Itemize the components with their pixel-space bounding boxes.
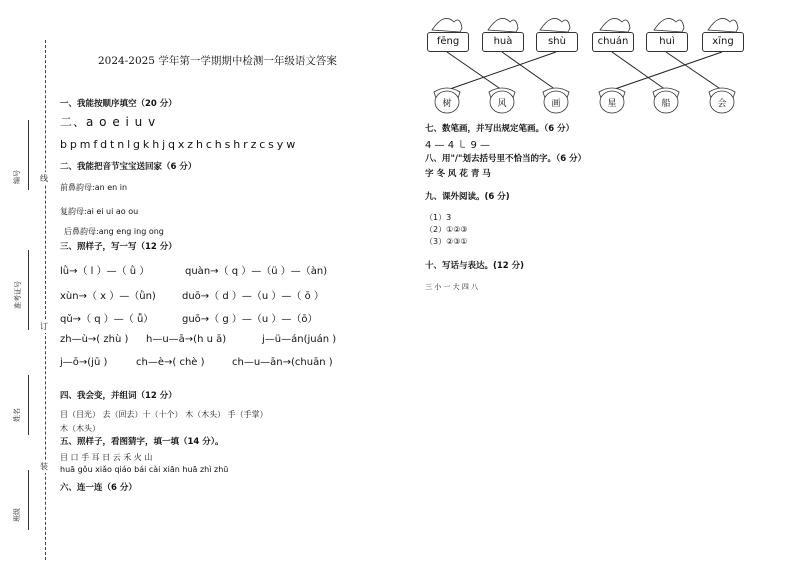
binding-char: 线 xyxy=(40,174,48,183)
consonant-line: b p m f d t n l g k h j q x z h c h s h r z c s y w xyxy=(60,138,295,151)
back-nasal-finals: 后鼻韵母:ang eng ing ong xyxy=(64,227,164,236)
bird-icon xyxy=(540,18,570,32)
reading-answer: （3）②③① xyxy=(425,237,468,246)
reading-answer: （1）3 xyxy=(425,213,452,222)
acorn-char: 船 xyxy=(661,99,671,109)
binding-char: 装 xyxy=(40,462,48,471)
writing-answer: 三 小 一 大 四 八 xyxy=(425,283,479,291)
section-5-heading: 五、照样子，看图猜字，填一填（14 分）。 xyxy=(60,437,224,447)
side-label-exam-id: 准考证号 xyxy=(14,281,22,309)
acorn-char: 会 xyxy=(717,99,727,109)
front-nasal-finals: 前鼻韵母:an en in xyxy=(60,183,128,192)
match-line xyxy=(612,52,722,90)
compound-finals: 复韵母:ai ei ui ao ou xyxy=(60,207,139,216)
pinyin-box: huà xyxy=(482,32,524,52)
stroke-answer: 4 — 4 ㇄ 9 — xyxy=(425,140,490,151)
syllable-answer: ch—è→( chè ) xyxy=(136,357,205,368)
section-9-heading: 九、课外阅读。(6 分) xyxy=(425,192,510,202)
section-3-heading: 三、照样子，写一写（12 分） xyxy=(60,242,177,252)
page-title: 2024-2025 学年第一学期期中检测一年级语文答案 xyxy=(98,55,337,67)
section-2-heading: 二、我能把音节宝宝送回家（6 分） xyxy=(60,162,197,172)
section-4-heading: 四、我会变，并组词（12 分） xyxy=(60,391,177,401)
section-10-heading: 十、写话与表达。(12 分) xyxy=(425,261,525,271)
section-1-heading: 一、我能按顺序填空（20 分） xyxy=(60,99,177,109)
syllable-answer: guō→（ g ）—（u ）—（ō） xyxy=(182,314,318,325)
syllable-answer: xùn→（ x ）—（ǜn) xyxy=(60,291,156,302)
syllable-answer: duō→（ d ）—（u ）—（ ō ） xyxy=(182,291,324,302)
syllable-answer: ch—u—ān→(chuān ) xyxy=(232,357,333,368)
acorn-char: 树 xyxy=(442,99,452,109)
pinyin-box: shù xyxy=(536,32,578,52)
syllable-answer: h—u—ā→(h u ā) xyxy=(146,334,227,345)
bird-icon xyxy=(600,18,630,32)
match-line xyxy=(666,52,722,90)
match-line xyxy=(447,52,556,90)
side-label-name: 姓名 xyxy=(13,408,21,422)
pinyin-box: xīng xyxy=(702,32,744,52)
section-7-heading: 七、数笔画，并写出规定笔画。（6 分） xyxy=(425,124,575,134)
word-answers: 目（目光） 去（回去）十（十个） 木（木头） 手（手掌） xyxy=(60,410,268,419)
side-label-class: 班级 xyxy=(13,508,21,522)
picture-chars: 目 口 手 耳 日 云 禾 火 山 xyxy=(60,453,153,462)
pinyin-box: huì xyxy=(646,32,688,52)
word-answers: 木（木头） xyxy=(60,424,100,433)
reading-answer: （2）①②③ xyxy=(425,225,468,234)
syllable-answer: j—ō→(jū ) xyxy=(60,357,108,368)
picture-pinyin: huā gǒu xiǎo qiáo bái cài xiān huā zhì zhū xyxy=(60,465,229,474)
match-line xyxy=(447,52,502,90)
acorn-char: 风 xyxy=(497,99,507,109)
syllable-answer: qǔ→（ q ）—（ ǚ） xyxy=(60,314,154,325)
bird-icon xyxy=(488,18,518,32)
syllable-answer: quàn→（ q ）—（ü ）—（àn) xyxy=(185,266,328,277)
side-label-number: 编号 xyxy=(13,170,21,184)
pinyin-box: chuán xyxy=(592,32,634,52)
syllable-answer: lǜ→（ l ）—（ ǜ ） xyxy=(60,266,150,277)
pinyin-box: fēng xyxy=(427,32,469,52)
acorn-char: 星 xyxy=(607,99,617,109)
syllable-answer: zh—ù→( zhù ) xyxy=(60,334,129,345)
syllable-answer: j—ü—án(juán ) xyxy=(262,334,337,345)
bird-icon xyxy=(708,18,738,32)
binding-char: 订 xyxy=(40,322,48,331)
match-line xyxy=(502,52,556,90)
bird-icon xyxy=(654,18,684,32)
vowel-line: 二、a o e i u v xyxy=(60,115,157,129)
bird-icon xyxy=(432,18,462,32)
acorn-char: 画 xyxy=(551,99,561,109)
section-8-heading: 八、用"/"划去括号里不恰当的字。（6 分） xyxy=(425,154,587,164)
section-6-heading: 六、连一连（6 分） xyxy=(60,483,137,493)
char-answer: 字 冬 风 花 青 马 xyxy=(425,169,491,179)
match-line xyxy=(612,52,666,90)
